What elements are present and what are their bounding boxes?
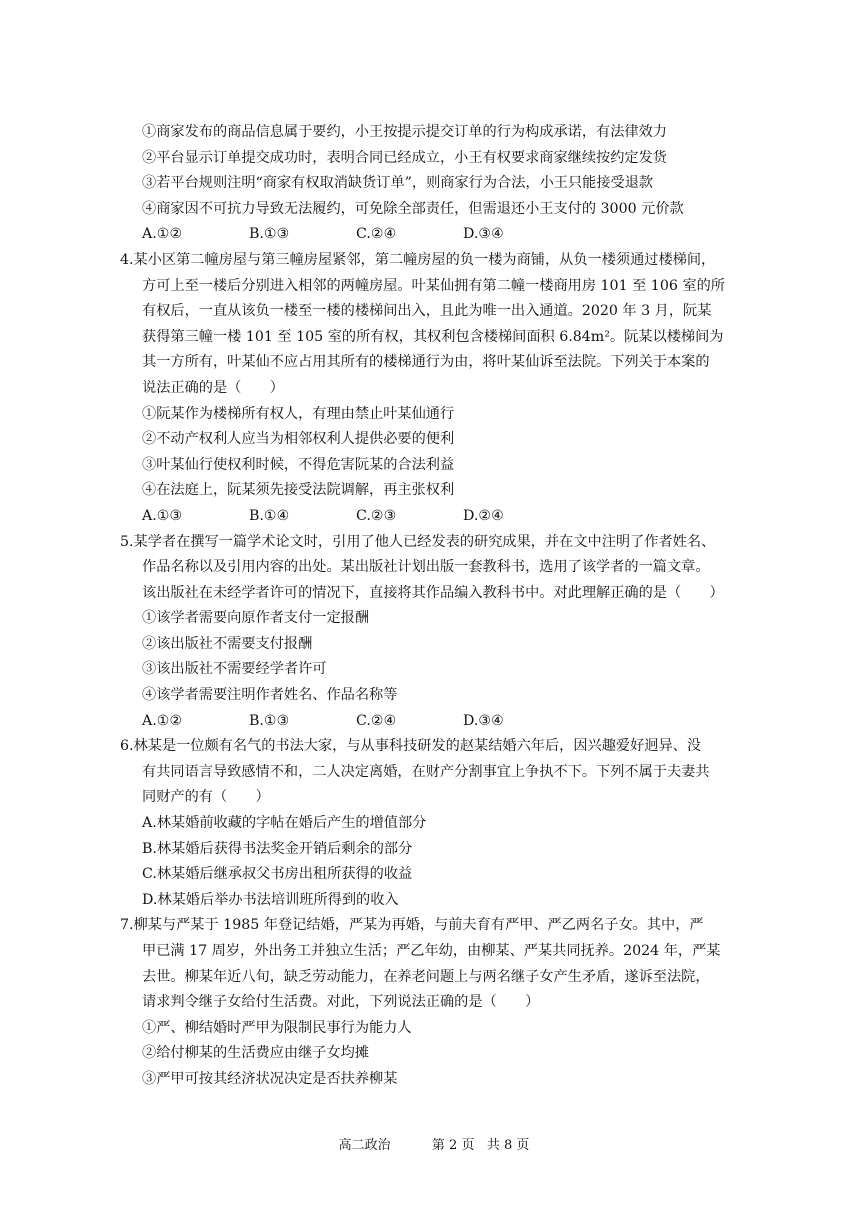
statement: ④在法庭上，阮某须先接受法院调解，再主张权利 (142, 482, 455, 499)
option-c: C.②④ (356, 712, 397, 729)
option-c: C.林某婚后继承叔父书房出租所获得的收益 (142, 866, 413, 883)
question-7 (120, 913, 780, 1092)
option-a: A.林某婚前收藏的字帖在婚后产生的增值部分 (142, 815, 427, 832)
statement: ①阮某作为楼梯所有权人，有理由禁止叶某仙通行 (142, 405, 455, 422)
footer-page-number: 第 2 页 (431, 1138, 475, 1153)
statement: ③严甲可按其经济状况决定是否扶养柳某 (142, 1070, 398, 1087)
option-a: A.①③ (142, 507, 183, 524)
statement: ③叶某仙行使权利时候，不得危害阮某的合法利益 (142, 456, 455, 473)
option-b: B.①③ (249, 226, 290, 243)
answer-options (120, 504, 780, 530)
page-content (120, 120, 780, 1093)
question-4 (120, 248, 780, 530)
option-d: D.②④ (463, 507, 504, 524)
question-stem: 5.某学者在撰写一篇学术论文时，引用了他人已经发表的研究成果，并在文中注明了作者姓名、 (120, 533, 716, 550)
question-5 (120, 530, 780, 735)
question-stem: 有权后，一直从该负一楼至一楼的楼梯间出入，且此为唯一出入通道。2020 年 3 月，阮某 (142, 303, 712, 320)
option-c: C.②④ (356, 226, 397, 243)
statement: ②该出版社不需要支付报酬 (142, 635, 313, 652)
page-footer (0, 1134, 868, 1153)
question-6 (120, 734, 780, 913)
question-stem: 6.林某是一位颇有名气的书法大家，与从事科技研发的赵某结婚六年后，因兴趣爱好迥异、没 (120, 738, 702, 755)
question-stem: 作品名称以及引用内容的出处。某出版社计划出版一套教科书，选用了该学者的一篇文章。 (142, 559, 710, 576)
question-stem: 去世。柳某年近八旬，缺乏劳动能力，在养老问题上与两名继子女产生矛盾，遂诉至法院， (142, 968, 710, 985)
statement: ①严、柳结婚时严甲为限制民事行为能力人 (142, 1019, 412, 1036)
question-stem: 方可上至一楼后分别进入相邻的两幢房屋。叶某仙拥有第二幢一楼商用房 101 至 106 室的所 (142, 277, 725, 294)
option-a: A.①② (142, 712, 183, 729)
question-stem: 该出版社在未经学者许可的情况下，直接将其作品编入教科书中。对此理解正确的是（ ） (142, 584, 724, 601)
question-stem: 甲已满 17 周岁，外出务工并独立生活；严乙年幼，由柳某、严某共同抚养。2024 年，严某 (142, 943, 721, 959)
statement: ③该出版社不需要经学者许可 (142, 661, 327, 678)
question-stem: 其一方所有，叶某仙不应占用其所有的楼梯通行为由，将叶某仙诉至法院。下列关于本案的 (142, 354, 710, 371)
statement: ①该学者需要向原作者支付一定报酬 (142, 610, 370, 627)
option-d: D.林某婚后举办书法培训班所得到的收入 (142, 891, 399, 908)
question-stem: 有共同语言导致感情不和，二人决定离婚，在财产分割事宜上争执不下。下列不属于夫妻共 (142, 763, 710, 780)
question-stem: 获得第三幢一楼 101 至 105 室的所有权，其权利包含楼梯间面积 6.84m²。阮某以楼梯间为 (142, 328, 724, 345)
question-stem: 7.柳某与严某于 1985 年登记结婚，严某为再婚，与前夫育有严甲、严乙两名子女。其中，严 (120, 917, 704, 934)
question-stem: 同财产的有（ ） (142, 789, 270, 806)
statement: ①商家发布的商品信息属于要约，小王按提示提交订单的行为构成承诺，有法律效力 (142, 124, 667, 140)
option-b: B.林某婚后获得书法奖金开销后剩余的部分 (142, 840, 413, 857)
statement: ③若平台规则注明“商家有权取消缺货订单”，则商家行为合法，小王只能接受退款 (142, 175, 654, 192)
option-c: C.②③ (356, 507, 397, 524)
statement: ④该学者需要注明作者姓名、作品名称等 (142, 687, 398, 704)
statement: ②平台显示订单提交成功时，表明合同已经成立，小王有权要求商家继续按约定发货 (142, 149, 667, 166)
statement: ④商家因不可抗力导致无法履约，可免除全部责任，但需退还小王支付的 3000 元价款 (142, 200, 684, 217)
statement: ②给付柳某的生活费应由继子女均摊 (142, 1045, 370, 1062)
option-a: A.①② (142, 226, 183, 243)
footer-total-pages: 共 8 页 (486, 1138, 530, 1153)
option-d: D.③④ (463, 712, 504, 729)
question-3 (120, 120, 780, 248)
answer-options (120, 222, 780, 248)
option-d: D.③④ (463, 226, 504, 243)
statement: ②不动产权利人应当为相邻权利人提供必要的便利 (142, 431, 455, 448)
question-stem: 请求判令继子女给付生活费。对此，下列说法正确的是（ ） (142, 994, 540, 1011)
option-b: B.①④ (249, 507, 290, 524)
question-stem: 4.某小区第二幢房屋与第三幢房屋紧邻，第二幢房屋的负一楼为商铺，从负一楼须通过楼梯间， (120, 251, 716, 268)
option-b: B.①③ (249, 712, 290, 729)
answer-options (120, 709, 780, 735)
question-stem: 说法正确的是（ ） (142, 379, 284, 396)
footer-subject: 高二政治 (338, 1138, 391, 1153)
